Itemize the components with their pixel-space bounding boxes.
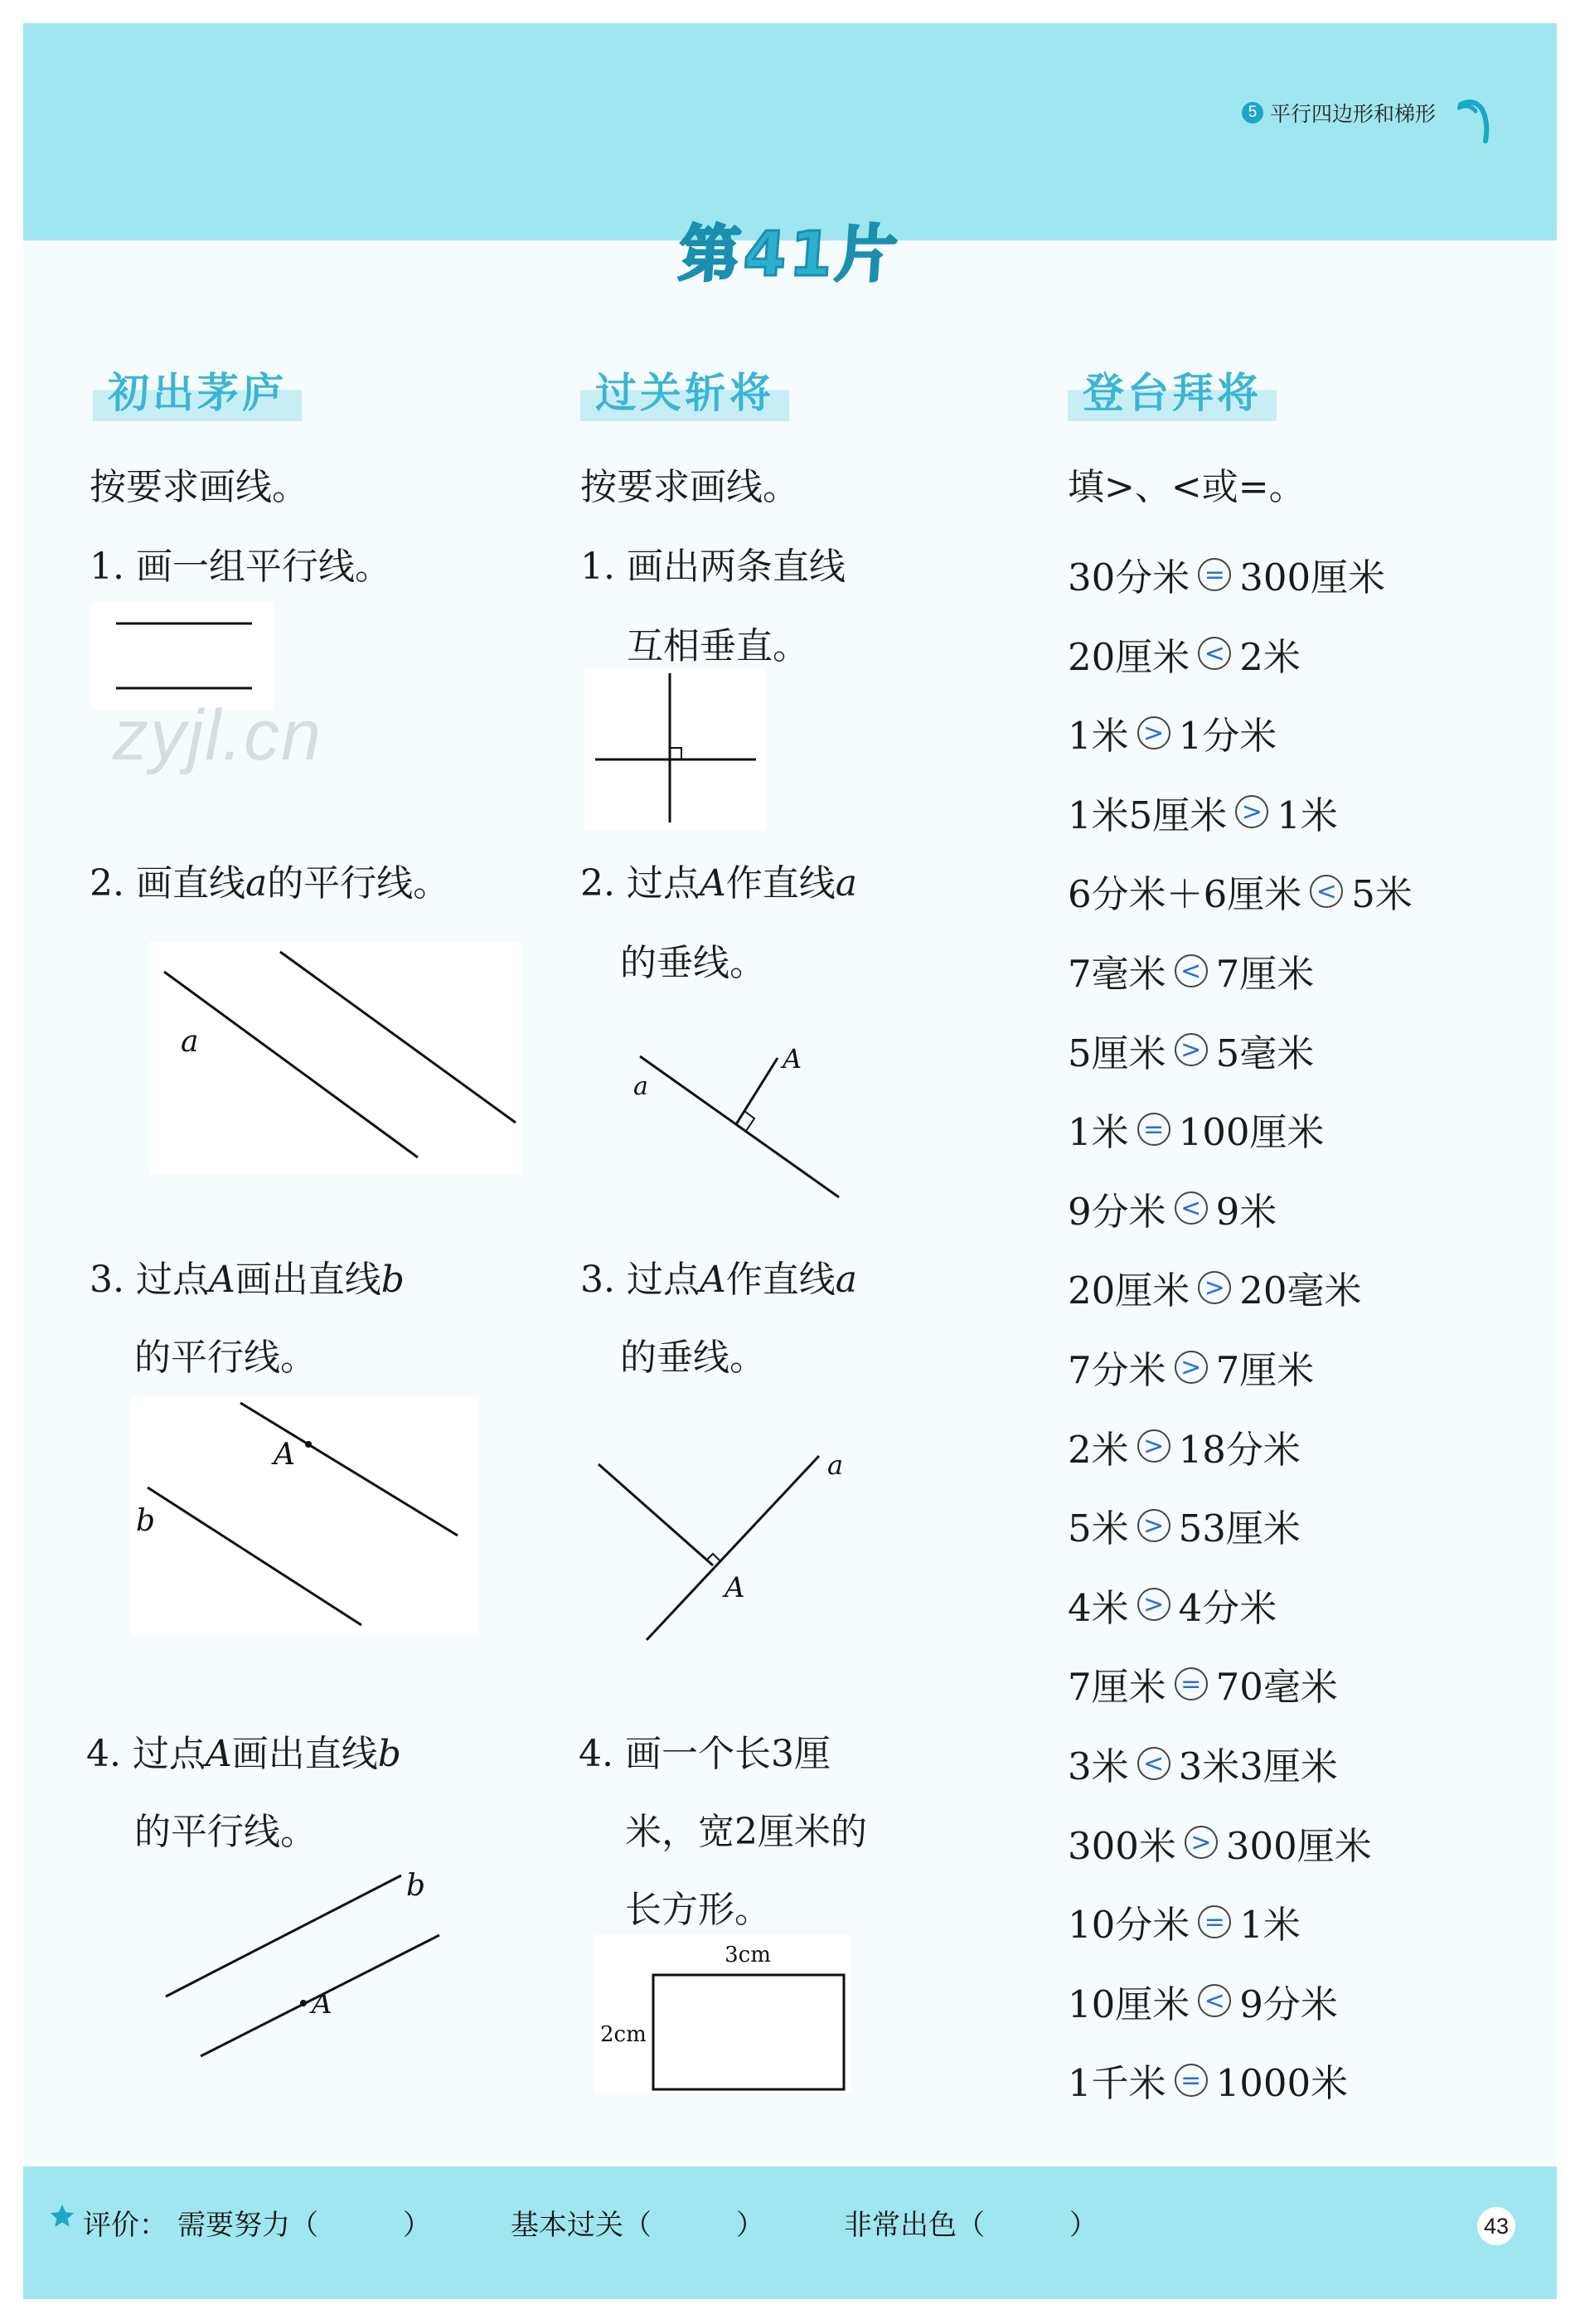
comparison-answer-circle[interactable]: > bbox=[1137, 1429, 1170, 1463]
svg-text:A: A bbox=[274, 1438, 295, 1472]
watermark: zyjl.cn bbox=[113, 696, 322, 775]
left-question-4-line1: 4. 过点A画出直线b bbox=[86, 1733, 401, 1775]
comparison-left: 7分米 bbox=[1068, 1348, 1166, 1392]
comparison-answer-circle[interactable]: > bbox=[1137, 1509, 1170, 1542]
comparison-row bbox=[1068, 1895, 1301, 1948]
comparison-row bbox=[1068, 547, 1385, 601]
comparison-row bbox=[1068, 1498, 1301, 1552]
star-icon bbox=[48, 2202, 76, 2230]
perpendicular-at-a-drawing bbox=[590, 1449, 855, 1648]
svg-text:b: b bbox=[406, 1869, 426, 1903]
hook-icon bbox=[1457, 98, 1500, 148]
comparison-right: 9米 bbox=[1215, 1189, 1277, 1234]
comparison-right: 4分米 bbox=[1178, 1585, 1277, 1630]
comparison-row bbox=[1068, 627, 1301, 681]
comparison-left: 5厘米 bbox=[1068, 1031, 1166, 1075]
evaluation-option-2: 基本过关（ ） bbox=[511, 2209, 764, 2242]
comparison-right: 100厘米 bbox=[1178, 1110, 1325, 1155]
comparison-right: 7厘米 bbox=[1215, 1348, 1315, 1392]
right-column-heading: 登台拜将 bbox=[1068, 365, 1277, 421]
page-title: 第41片 bbox=[676, 219, 904, 290]
comparison-left: 3米 bbox=[1068, 1744, 1129, 1788]
comparison-row bbox=[1068, 1023, 1314, 1077]
rectangle-drawing bbox=[594, 1935, 851, 2093]
line-a-parallel-drawing bbox=[149, 942, 522, 1174]
chapter-tag bbox=[1242, 98, 1436, 128]
comparison-left: 30分米 bbox=[1068, 556, 1190, 599]
chapter-number-badge: 5 bbox=[1242, 102, 1263, 124]
comparison-right: 300厘米 bbox=[1225, 1823, 1372, 1868]
comparison-answer-circle[interactable]: = bbox=[1175, 2064, 1208, 2097]
svg-text:A: A bbox=[725, 1571, 745, 1604]
comparison-answer-circle[interactable]: > bbox=[1198, 1271, 1231, 1304]
rect-height-label: 2cm bbox=[600, 2022, 647, 2047]
comparison-right: 2米 bbox=[1239, 634, 1301, 679]
comparison-answer-circle[interactable]: < bbox=[1175, 1191, 1208, 1225]
middle-question-4-line1: 4. 画一个长3厘 bbox=[579, 1733, 831, 1775]
left-question-1: 1. 画一组平行线。 bbox=[90, 546, 391, 588]
middle-instruction: 按要求画线。 bbox=[580, 466, 799, 508]
comparison-row bbox=[1068, 1578, 1277, 1632]
comparison-row bbox=[1068, 1736, 1338, 1790]
page-number: 43 bbox=[1477, 2207, 1515, 2245]
middle-question-2-line1: 2. 过点A作直线a bbox=[580, 862, 857, 905]
comparison-left: 10分米 bbox=[1068, 1903, 1190, 1948]
middle-column-heading: 过关斩将 bbox=[580, 365, 789, 421]
comparison-row bbox=[1068, 1657, 1338, 1710]
left-instruction: 按要求画线。 bbox=[90, 466, 308, 508]
left-column-heading: 初出茅庐 bbox=[93, 365, 302, 421]
chapter-title: 平行四边形和梯形 bbox=[1270, 103, 1437, 126]
svg-text:b: b bbox=[136, 1504, 156, 1538]
comparison-answer-circle[interactable]: > bbox=[1175, 1351, 1208, 1384]
comparison-row bbox=[1068, 1340, 1314, 1394]
middle-question-2-line2: 的垂线。 bbox=[620, 942, 766, 984]
comparison-left: 2米 bbox=[1068, 1427, 1129, 1472]
comparison-answer-circle[interactable]: > bbox=[1137, 1588, 1170, 1621]
line-b-point-a-drawing-2 bbox=[158, 1861, 456, 2068]
comparison-row bbox=[1068, 1419, 1301, 1473]
comparison-right: 1分米 bbox=[1178, 714, 1277, 759]
comparison-answer-circle[interactable]: > bbox=[1235, 795, 1268, 828]
rect-width-label: 3cm bbox=[725, 1943, 771, 1967]
comparison-answer-circle[interactable]: > bbox=[1185, 1826, 1218, 1859]
comparison-answer-circle[interactable]: > bbox=[1175, 1033, 1208, 1066]
comparison-left: 20厘米 bbox=[1068, 634, 1190, 679]
comparison-left: 5米 bbox=[1068, 1506, 1129, 1551]
comparison-answer-circle[interactable]: < bbox=[1175, 954, 1208, 987]
comparison-row bbox=[1068, 1260, 1362, 1314]
comparison-row bbox=[1068, 1816, 1372, 1870]
svg-text:A: A bbox=[312, 1987, 332, 2021]
comparison-row bbox=[1068, 864, 1413, 918]
comparison-answer-circle[interactable]: = bbox=[1198, 558, 1231, 591]
comparison-row bbox=[1068, 785, 1338, 839]
comparison-right: 3米3厘米 bbox=[1178, 1744, 1338, 1788]
right-instruction: 填>、<或=。 bbox=[1068, 466, 1306, 508]
comparison-answer-circle[interactable]: < bbox=[1198, 637, 1231, 670]
left-question-2: 2. 画直线a的平行线。 bbox=[90, 862, 450, 905]
comparison-left: 20厘米 bbox=[1068, 1269, 1190, 1313]
comparison-right: 5毫米 bbox=[1215, 1031, 1315, 1075]
svg-text:a: a bbox=[827, 1449, 844, 1481]
comparison-row bbox=[1068, 706, 1277, 759]
comparison-left: 10厘米 bbox=[1068, 1982, 1190, 2026]
middle-question-1-line2: 互相垂直。 bbox=[627, 625, 809, 667]
comparison-right: 1000米 bbox=[1215, 2061, 1349, 2106]
comparison-row bbox=[1068, 944, 1314, 997]
comparison-right: 7厘米 bbox=[1215, 952, 1315, 996]
comparison-right: 5米 bbox=[1351, 872, 1413, 917]
comparison-answer-circle[interactable]: = bbox=[1175, 1667, 1208, 1701]
comparison-left: 9分米 bbox=[1068, 1189, 1166, 1234]
comparison-left: 7厘米 bbox=[1068, 1665, 1166, 1710]
label-a: a bbox=[181, 1025, 199, 1059]
perpendicular-through-a-drawing bbox=[620, 1038, 852, 1204]
comparison-left: 7毫米 bbox=[1068, 952, 1166, 996]
comparison-row bbox=[1068, 1181, 1277, 1235]
middle-question-1-line1: 1. 画出两条直线 bbox=[580, 546, 846, 588]
comparison-right: 9分米 bbox=[1239, 1982, 1338, 2026]
middle-question-3-line1: 3. 过点A作直线a bbox=[580, 1259, 857, 1301]
middle-question-4-line3: 长方形。 bbox=[625, 1889, 771, 1931]
comparison-left: 300米 bbox=[1068, 1823, 1176, 1868]
comparison-answer-circle[interactable]: < bbox=[1137, 1747, 1170, 1780]
svg-text:A: A bbox=[783, 1043, 802, 1075]
comparison-right: 300厘米 bbox=[1239, 556, 1386, 599]
comparison-left: 1米 bbox=[1068, 714, 1129, 759]
comparison-left: 6分米＋6厘米 bbox=[1068, 872, 1302, 917]
left-question-3-line1: 3. 过点A画出直线b bbox=[90, 1259, 405, 1301]
comparison-right: 1米 bbox=[1277, 793, 1338, 837]
middle-question-3-line2: 的垂线。 bbox=[620, 1337, 766, 1379]
comparison-left: 1米 bbox=[1068, 1110, 1129, 1155]
comparison-answer-circle[interactable]: > bbox=[1137, 716, 1170, 750]
evaluation-option-1: 需要努力（ ） bbox=[177, 2209, 431, 2242]
comparison-row bbox=[1068, 1974, 1338, 2028]
comparison-right: 18分米 bbox=[1178, 1427, 1301, 1472]
comparison-left: 1千米 bbox=[1068, 2061, 1166, 2106]
comparison-answer-circle[interactable]: = bbox=[1137, 1113, 1170, 1146]
evaluation-label: 评价： bbox=[83, 2209, 167, 2242]
left-question-4-line2: 的平行线。 bbox=[134, 1811, 317, 1853]
comparison-right: 20毫米 bbox=[1239, 1269, 1362, 1313]
comparison-right: 1米 bbox=[1239, 1903, 1301, 1948]
evaluation-option-3: 非常出色（ ） bbox=[844, 2209, 1098, 2242]
left-question-3-line2: 的平行线。 bbox=[134, 1337, 317, 1379]
comparison-answer-circle[interactable]: < bbox=[1198, 1984, 1231, 2017]
comparison-row bbox=[1068, 2053, 1348, 2107]
comparison-row bbox=[1068, 1102, 1325, 1156]
line-b-point-a-drawing bbox=[124, 1396, 481, 1637]
perpendicular-lines-drawing bbox=[584, 668, 766, 831]
comparison-left: 4米 bbox=[1068, 1585, 1129, 1630]
comparison-right: 70毫米 bbox=[1215, 1665, 1338, 1710]
middle-question-4-line2: 米，宽2厘米的 bbox=[625, 1811, 867, 1853]
svg-text:a: a bbox=[633, 1072, 648, 1101]
comparison-answer-circle[interactable]: < bbox=[1310, 875, 1343, 908]
comparison-answer-circle[interactable]: = bbox=[1198, 1905, 1231, 1938]
comparison-right: 53厘米 bbox=[1178, 1506, 1301, 1551]
comparison-left: 1米5厘米 bbox=[1068, 793, 1228, 837]
